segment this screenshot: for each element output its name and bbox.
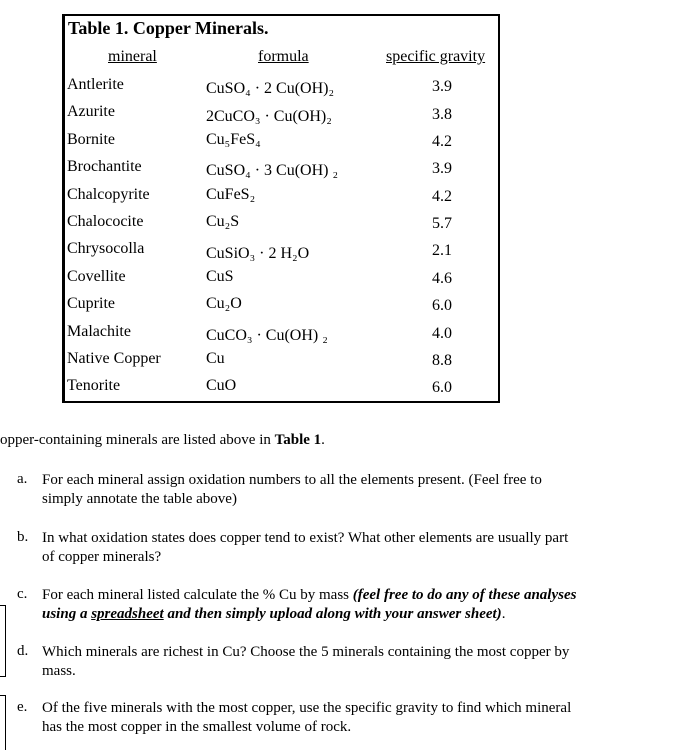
question-c bbox=[42, 586, 576, 624]
table-row-formula: CuSO₄ · 2 Cu(OH)₂ bbox=[206, 80, 335, 97]
intro-text: opper-containing minerals are listed above in bbox=[0, 432, 275, 448]
question-c-line2-end: . bbox=[501, 606, 506, 622]
intro-table-ref: Table 1 bbox=[274, 432, 322, 448]
question-c-line1-emphasis: (feel free to do any of these analyses bbox=[352, 587, 577, 603]
question-e-label: e. bbox=[17, 699, 28, 715]
table-row-formula: Cu bbox=[206, 350, 225, 367]
question-e-line2: has the most copper in the smallest volume of rock. bbox=[42, 719, 352, 735]
table-row-mineral: Tenorite bbox=[67, 377, 121, 394]
table-row-sg: 6.0 bbox=[432, 379, 452, 396]
copper-minerals-table bbox=[62, 14, 500, 403]
table-row-sg: 4.6 bbox=[432, 270, 452, 287]
question-d-line2: mass. bbox=[42, 663, 76, 679]
table-row-sg: 3.9 bbox=[432, 160, 452, 177]
question-d bbox=[42, 643, 569, 681]
table-row-mineral: Antlerite bbox=[67, 76, 124, 93]
question-c-spreadsheet: spreadsheet bbox=[91, 606, 164, 622]
table-row-formula: CuFeS₂ bbox=[206, 186, 256, 203]
table-row-formula: CuSiO₃ · 2 H₂O bbox=[206, 245, 310, 262]
question-b-line2: of copper minerals? bbox=[42, 549, 162, 565]
table-row-formula: CuCO₃ · Cu(OH) ₂ bbox=[206, 327, 328, 344]
question-c-line1: For each mineral listed calculate the % Cu by mass bbox=[42, 587, 353, 603]
table-row-mineral: Malachite bbox=[67, 323, 131, 340]
table-row-mineral: Chalococite bbox=[67, 213, 144, 230]
table-row-mineral: Chrysocolla bbox=[67, 240, 145, 257]
table-row-formula: CuO bbox=[206, 377, 237, 394]
table-row-mineral: Covellite bbox=[67, 268, 126, 285]
table-row-formula: CuS bbox=[206, 268, 234, 285]
header-mineral: mineral bbox=[108, 48, 157, 65]
question-d-line1: Which minerals are richest in Cu? Choose the 5 minerals containing the most copper by bbox=[42, 644, 570, 660]
table-row-sg: 4.2 bbox=[432, 133, 452, 150]
question-e bbox=[42, 699, 571, 737]
question-b-line1: In what oxidation states does copper tend to exist? What other elements are usually part bbox=[42, 530, 569, 546]
question-a-line2: simply annotate the table above) bbox=[42, 491, 237, 507]
table-row-mineral: Cuprite bbox=[67, 295, 115, 312]
table-row-formula: 2CuCO₃ · Cu(OH)₂ bbox=[206, 108, 332, 125]
table-row-sg: 3.8 bbox=[432, 106, 452, 123]
table-row-mineral: Bornite bbox=[67, 131, 115, 148]
question-a bbox=[42, 471, 542, 509]
table-title: Table 1. Copper Minerals. bbox=[68, 18, 269, 38]
header-formula: formula bbox=[258, 48, 309, 65]
table-row-formula: Cu₂S bbox=[206, 213, 240, 230]
table-row-sg: 3.9 bbox=[432, 78, 452, 95]
table-row-sg: 4.2 bbox=[432, 188, 452, 205]
question-c-line2b: and then simply upload along with your answer sheet) bbox=[163, 606, 502, 622]
header-specific-gravity: specific gravity bbox=[386, 48, 486, 65]
table-row-mineral: Azurite bbox=[67, 103, 115, 120]
table-row-formula: Cu₂O bbox=[206, 295, 242, 312]
table-row-sg: 2.1 bbox=[432, 242, 452, 259]
table-row-mineral: Chalcopyrite bbox=[67, 186, 150, 203]
table-row-sg: 6.0 bbox=[432, 297, 452, 314]
question-e-line1: Of the five minerals with the most copper, use the specific gravity to find which mineral bbox=[42, 700, 572, 716]
table-row-sg: 5.7 bbox=[432, 215, 452, 232]
table-row-formula: CuSO₄ · 3 Cu(OH) ₂ bbox=[206, 162, 339, 179]
question-a-label: a. bbox=[17, 471, 28, 487]
table-row-mineral: Brochantite bbox=[67, 158, 142, 175]
intro-line bbox=[0, 431, 325, 450]
table-row-sg: 4.0 bbox=[432, 325, 452, 342]
margin-box-edge bbox=[0, 695, 6, 750]
question-d-label: d. bbox=[17, 643, 29, 659]
question-c-label: c. bbox=[17, 586, 28, 602]
table-row-mineral: Native Copper bbox=[67, 350, 161, 367]
table-row-sg: 8.8 bbox=[432, 352, 452, 369]
margin-box-edge bbox=[0, 605, 6, 677]
question-b bbox=[42, 529, 568, 567]
question-a-line1: For each mineral assign oxidation numbers to all the elements present. (Feel free to bbox=[42, 472, 542, 488]
intro-end: . bbox=[321, 432, 325, 448]
question-b-label: b. bbox=[17, 529, 29, 545]
question-c-line2a: using a bbox=[42, 606, 92, 622]
table-row-formula: Cu₅FeS₄ bbox=[206, 131, 261, 148]
